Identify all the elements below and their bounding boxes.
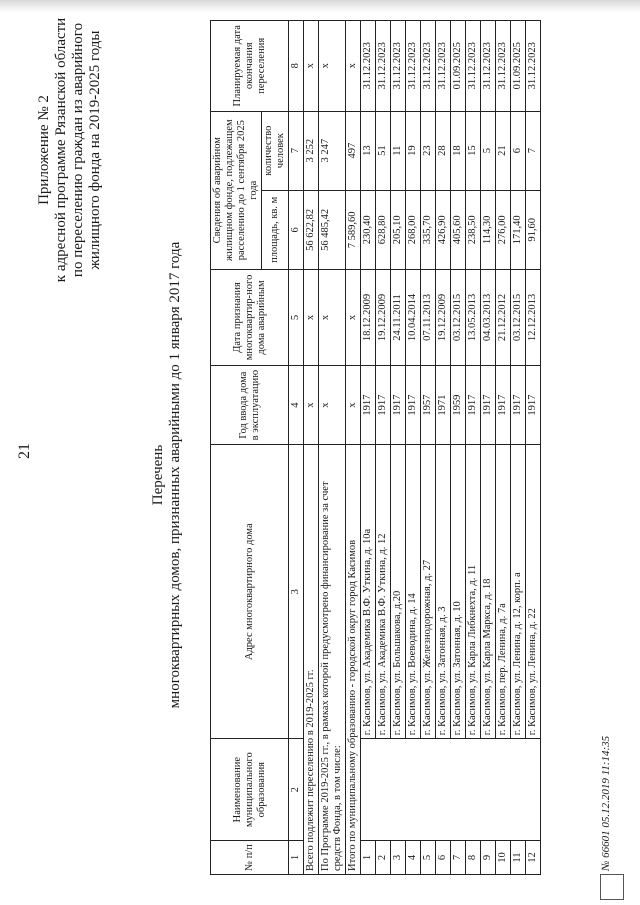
table-header-row bbox=[211, 21, 262, 875]
row-num: 7 bbox=[451, 841, 466, 875]
row-planned: 31.12.2023 bbox=[421, 21, 436, 112]
row-address: г. Касимов, ул. Ленина, д. 12, корп. а bbox=[511, 445, 526, 739]
houses-table bbox=[210, 20, 541, 875]
registration-stamp bbox=[600, 874, 624, 900]
appendix-line: по переселению граждан из аварийного bbox=[70, 22, 86, 278]
table-row bbox=[361, 21, 376, 875]
column-number: 3 bbox=[289, 445, 304, 739]
row-people: 7 bbox=[526, 111, 541, 190]
row-date: 10.04.2014 bbox=[406, 269, 421, 365]
row-year: 1917 bbox=[391, 366, 406, 445]
registration-footer: № 66601 05.12.2019 11:14:35 bbox=[600, 735, 612, 871]
summary-year: х bbox=[304, 366, 319, 445]
row-year: 1971 bbox=[436, 366, 451, 445]
row-address: г. Касимов, ул. Карла Маркса, д. 18 bbox=[481, 445, 496, 739]
row-address: г. Касимов, ул. Затонная, д. 10 bbox=[451, 445, 466, 739]
row-area: 230,40 bbox=[361, 190, 376, 269]
summary-people: 3 247 bbox=[319, 111, 346, 190]
header-address: Адрес многоквартирного дома bbox=[211, 445, 289, 739]
row-num: 4 bbox=[406, 841, 421, 875]
summary-area: 7 589,60 bbox=[346, 190, 361, 269]
row-area: 628,80 bbox=[376, 190, 391, 269]
row-num: 6 bbox=[436, 841, 451, 875]
row-year: 1917 bbox=[526, 366, 541, 445]
row-year: 1917 bbox=[376, 366, 391, 445]
row-address: г. Касимов, ул. Академика В.Ф. Уткина, д. 10а bbox=[361, 445, 376, 739]
row-year: 1917 bbox=[481, 366, 496, 445]
summary-date: х bbox=[304, 269, 319, 365]
row-num: 9 bbox=[481, 841, 496, 875]
row-date: 07.11.2013 bbox=[421, 269, 436, 365]
summary-year: х bbox=[346, 366, 361, 445]
row-date: 03.12.2015 bbox=[511, 269, 526, 365]
row-num: 11 bbox=[511, 841, 526, 875]
header-num: № п/п bbox=[211, 841, 289, 875]
summary-date: х bbox=[319, 269, 346, 365]
row-year: 1917 bbox=[496, 366, 511, 445]
summary-label: По Программе 2019-2025 гг., в рамках которой предусмотрено финансирование за счет средств Фонда, в том числе: bbox=[319, 445, 346, 875]
row-date: 13.05.2013 bbox=[466, 269, 481, 365]
document-title bbox=[150, 165, 184, 785]
header-people: количество человек bbox=[262, 111, 289, 190]
row-address: г. Касимов, пер. Ленина, д. 7а bbox=[496, 445, 511, 739]
header-year: Год ввода дома в эксплуатацию bbox=[211, 366, 289, 445]
summary-planned: х bbox=[319, 21, 346, 112]
summary-people: 3 252 bbox=[304, 111, 319, 190]
summary-planned: х bbox=[304, 21, 319, 112]
summary-people: 497 bbox=[346, 111, 361, 190]
summary-label: Итого по муниципальному образованию - городской округ город Касимов bbox=[346, 445, 361, 875]
row-date: 18.12.2009 bbox=[361, 269, 376, 365]
row-num: 10 bbox=[496, 841, 511, 875]
row-people: 19 bbox=[406, 111, 421, 190]
row-people: 28 bbox=[436, 111, 451, 190]
row-area: 335,70 bbox=[421, 190, 436, 269]
appendix-header bbox=[36, 5, 104, 295]
column-number: 1 bbox=[289, 841, 304, 875]
row-date: 19.12.2009 bbox=[436, 269, 451, 365]
header-planned: Планируемая дата окончания переселения bbox=[211, 21, 289, 112]
row-address: г. Касимов, ул. Железнодорожная, д. 27 bbox=[421, 445, 436, 739]
summary-area: 56 485,42 bbox=[319, 190, 346, 269]
row-date: 03.12.2015 bbox=[451, 269, 466, 365]
row-area: 91,60 bbox=[526, 190, 541, 269]
row-year: 1917 bbox=[361, 366, 376, 445]
header-info: Сведения об аварийном жилищном фонде, подлежащем расселению до 1 сентября 2025 года bbox=[211, 111, 262, 269]
column-number: 7 bbox=[289, 111, 304, 190]
row-address: г. Касимов, ул. Академика В.Ф. Уткина, д. 12 bbox=[376, 445, 391, 739]
row-people: 15 bbox=[466, 111, 481, 190]
title-line: Перечень bbox=[150, 444, 166, 506]
row-planned: 31.12.2023 bbox=[361, 21, 376, 112]
row-date: 04.03.2013 bbox=[481, 269, 496, 365]
row-planned: 31.12.2023 bbox=[481, 21, 496, 112]
row-planned: 31.12.2023 bbox=[376, 21, 391, 112]
row-people: 21 bbox=[496, 111, 511, 190]
summary-row bbox=[304, 21, 319, 875]
row-planned: 31.12.2023 bbox=[496, 21, 511, 112]
column-number: 4 bbox=[289, 366, 304, 445]
row-planned: 31.12.2023 bbox=[466, 21, 481, 112]
row-address: г. Касимов, ул. Карла Либкнехта, д. 11 bbox=[466, 445, 481, 739]
summary-row bbox=[346, 21, 361, 875]
row-num: 3 bbox=[391, 841, 406, 875]
header-municipality: Наименование муниципального образования bbox=[211, 739, 289, 841]
summary-label: Всего подлежит переселению в 2019-2025 гг. bbox=[304, 445, 319, 875]
column-number-row bbox=[289, 21, 304, 875]
row-people: 51 bbox=[376, 111, 391, 190]
row-year: 1917 bbox=[406, 366, 421, 445]
summary-date: х bbox=[346, 269, 361, 365]
row-planned: 01.09.2025 bbox=[511, 21, 526, 112]
row-area: 426,90 bbox=[436, 190, 451, 269]
row-year: 1917 bbox=[466, 366, 481, 445]
row-date: 12.12.2013 bbox=[526, 269, 541, 365]
column-number: 6 bbox=[289, 190, 304, 269]
row-date: 24.11.2011 bbox=[391, 269, 406, 365]
header-date: Дата признания многоквартир-ного дома аварийным bbox=[211, 269, 289, 365]
row-num: 12 bbox=[526, 841, 541, 875]
row-people: 6 bbox=[511, 111, 526, 190]
row-area: 114,30 bbox=[481, 190, 496, 269]
row-area: 238,50 bbox=[466, 190, 481, 269]
row-planned: 31.12.2023 bbox=[406, 21, 421, 112]
row-address: г. Касимов, ул. Ленина, д. 22 bbox=[526, 445, 541, 739]
row-planned: 31.12.2023 bbox=[391, 21, 406, 112]
row-num: 8 bbox=[466, 841, 481, 875]
row-people: 23 bbox=[421, 111, 436, 190]
row-num: 2 bbox=[376, 841, 391, 875]
row-people: 13 bbox=[361, 111, 376, 190]
page-number: 21 bbox=[16, 443, 33, 459]
column-number: 5 bbox=[289, 269, 304, 365]
appendix-line: Приложение № 2 bbox=[36, 95, 52, 205]
row-people: 18 bbox=[451, 111, 466, 190]
municipality-cell bbox=[361, 739, 541, 841]
title-line: многоквартирных домов, признанных аварийными до 1 января 2017 года bbox=[167, 241, 183, 709]
row-area: 268,00 bbox=[406, 190, 421, 269]
appendix-line: жилищного фонда на 2019-2025 годы bbox=[87, 30, 103, 270]
row-date: 21.12.2012 bbox=[496, 269, 511, 365]
appendix-line: к адресной программе Рязанской области bbox=[53, 17, 69, 283]
row-planned: 31.12.2023 bbox=[436, 21, 451, 112]
row-people: 11 bbox=[391, 111, 406, 190]
row-area: 171,40 bbox=[511, 190, 526, 269]
column-number: 8 bbox=[289, 21, 304, 112]
row-planned: 31.12.2023 bbox=[526, 21, 541, 112]
row-area: 276,00 bbox=[496, 190, 511, 269]
row-address: г. Касимов, ул. Большакова, д.20 bbox=[391, 445, 406, 739]
column-number: 2 bbox=[289, 739, 304, 841]
summary-year: х bbox=[319, 366, 346, 445]
summary-planned: х bbox=[346, 21, 361, 112]
row-address: г. Касимов, ул. Воеводина, д. 14 bbox=[406, 445, 421, 739]
summary-row bbox=[319, 21, 346, 875]
row-address: г. Касимов, ул. Затонная, д. 3 bbox=[436, 445, 451, 739]
row-area: 405,60 bbox=[451, 190, 466, 269]
summary-area: 56 622,82 bbox=[304, 190, 319, 269]
header-area: площадь, кв. м bbox=[262, 190, 289, 269]
row-year: 1917 bbox=[511, 366, 526, 445]
row-year: 1959 bbox=[451, 366, 466, 445]
row-year: 1957 bbox=[421, 366, 436, 445]
row-people: 5 bbox=[481, 111, 496, 190]
row-date: 19.12.2009 bbox=[376, 269, 391, 365]
row-area: 205,10 bbox=[391, 190, 406, 269]
row-num: 1 bbox=[361, 841, 376, 875]
row-num: 5 bbox=[421, 841, 436, 875]
row-planned: 01.09.2025 bbox=[451, 21, 466, 112]
